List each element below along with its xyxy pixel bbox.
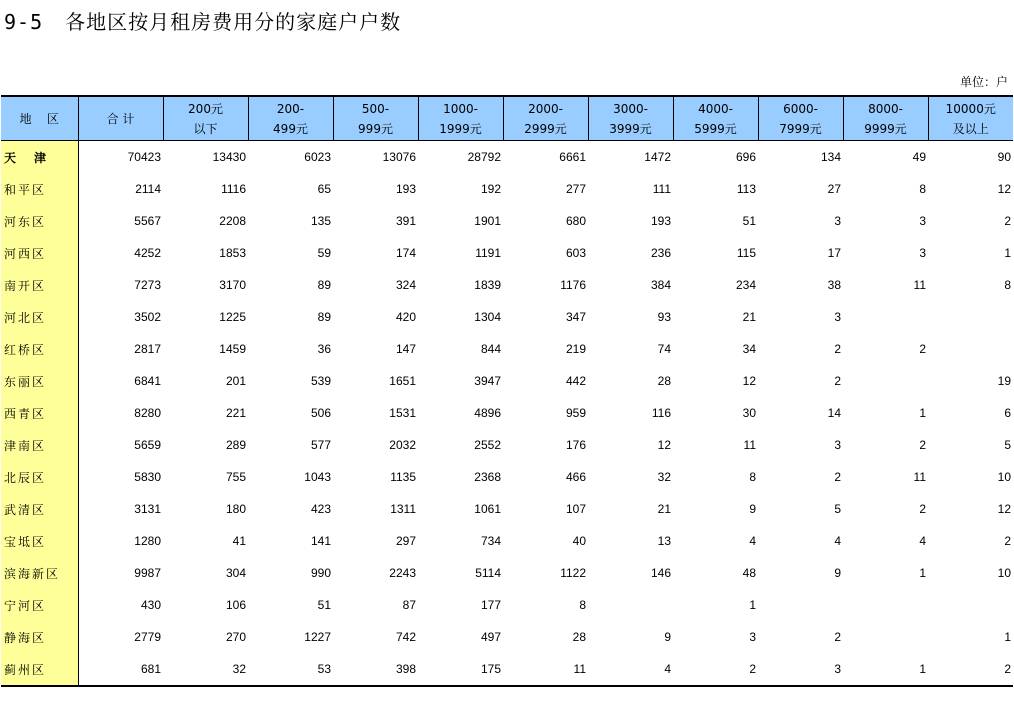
column-header <box>333 96 418 141</box>
value-cell: 13076 <box>382 150 416 164</box>
value-cell <box>843 621 928 653</box>
value-cell: 1304 <box>474 310 501 324</box>
value-cell: 3502 <box>134 310 161 324</box>
value-cell: 1651 <box>389 374 416 388</box>
region-cell: 静海区 <box>1 621 78 653</box>
value-cell: 89 <box>317 310 331 324</box>
value-cell: 51 <box>317 598 331 612</box>
value-cell: 8280 <box>134 406 161 420</box>
table-row <box>1 333 1013 365</box>
value-cell: 3 <box>834 310 841 324</box>
value-cell: 90 <box>997 150 1011 164</box>
value-cell <box>843 589 928 621</box>
table-row <box>1 173 1013 205</box>
column-header-line2: 9999元 <box>864 121 907 136</box>
column-header-line1: 2000- <box>528 101 563 116</box>
column-header-line2: 1999元 <box>439 121 482 136</box>
value-cell: 107 <box>565 502 586 516</box>
value-cell: 1 <box>843 653 928 686</box>
column-header-line2: 2999元 <box>524 121 567 136</box>
region-cell: 滨海新区 <box>1 557 78 589</box>
value-cell: 5659 <box>134 438 161 452</box>
value-cell: 4 <box>749 534 756 548</box>
value-cell: 347 <box>565 310 586 324</box>
column-header-line2: 及以上 <box>952 121 989 136</box>
value-cell <box>588 589 673 621</box>
value-cell: 12 <box>997 182 1011 196</box>
region-cell: 河北区 <box>1 301 78 333</box>
value-cell: 135 <box>310 214 331 228</box>
region-cell: 津南区 <box>1 429 78 461</box>
value-cell: 1122 <box>560 566 586 580</box>
value-cell: 221 <box>225 406 246 420</box>
value-cell: 577 <box>310 438 331 452</box>
value-cell: 990 <box>310 566 331 580</box>
column-header <box>928 96 1013 141</box>
column-header-line1: 8000- <box>868 101 903 116</box>
column-header <box>588 96 673 141</box>
value-cell: 1 <box>1004 246 1011 260</box>
value-cell: 2114 <box>135 182 161 196</box>
value-cell: 111 <box>652 182 671 196</box>
value-cell: 113 <box>736 182 756 196</box>
table-row <box>1 141 1013 174</box>
table-row <box>1 237 1013 269</box>
value-cell: 398 <box>333 653 418 686</box>
column-header-line1: 6000- <box>783 101 818 116</box>
value-cell: 14 <box>827 406 841 420</box>
table-row <box>1 493 1013 525</box>
value-cell: 2032 <box>389 438 416 452</box>
value-cell: 734 <box>480 534 501 548</box>
column-header-line1: 200元 <box>188 101 223 116</box>
value-cell: 1 <box>919 406 926 420</box>
value-cell: 6023 <box>304 150 331 164</box>
value-cell: 234 <box>735 278 756 292</box>
region-cell: 天津 <box>1 141 78 174</box>
value-cell: 1 <box>749 598 756 612</box>
value-cell: 1839 <box>474 278 501 292</box>
value-cell: 8 <box>749 470 756 484</box>
value-cell: 1061 <box>474 502 501 516</box>
value-cell: 10 <box>997 566 1011 580</box>
value-cell: 289 <box>225 438 246 452</box>
value-cell: 21 <box>657 502 671 516</box>
value-cell: 51 <box>742 214 756 228</box>
value-cell <box>928 589 1013 621</box>
region-cell: 河东区 <box>1 205 78 237</box>
value-cell <box>928 333 1013 365</box>
region-cell: 北辰区 <box>1 461 78 493</box>
value-cell: 48 <box>742 566 756 580</box>
value-cell: 201 <box>225 374 246 388</box>
value-cell: 36 <box>317 342 331 356</box>
value-cell: 9 <box>834 566 841 580</box>
value-cell: 3 <box>919 214 926 228</box>
value-cell: 391 <box>395 214 416 228</box>
value-cell: 93 <box>657 310 671 324</box>
column-header <box>503 96 588 141</box>
value-cell: 28 <box>657 374 671 388</box>
value-cell: 13430 <box>212 150 246 164</box>
value-cell: 681 <box>78 653 163 686</box>
value-cell: 2817 <box>134 342 161 356</box>
value-cell: 141 <box>310 534 331 548</box>
value-cell: 236 <box>650 246 671 260</box>
value-cell: 176 <box>565 438 586 452</box>
region-cell: 西青区 <box>1 397 78 429</box>
value-cell: 32 <box>163 653 248 686</box>
value-cell: 696 <box>735 150 756 164</box>
column-header <box>78 96 163 141</box>
value-cell: 1531 <box>389 406 416 420</box>
header-row <box>1 96 1013 141</box>
value-cell: 2368 <box>474 470 501 484</box>
value-cell: 270 <box>225 630 246 644</box>
value-cell: 1176 <box>560 278 586 292</box>
value-cell: 2243 <box>389 566 416 580</box>
value-cell: 32 <box>657 470 671 484</box>
value-cell: 2 <box>919 502 926 516</box>
value-cell: 5 <box>834 502 841 516</box>
value-cell: 4896 <box>474 406 501 420</box>
value-cell: 5830 <box>134 470 161 484</box>
value-cell: 304 <box>225 566 246 580</box>
value-cell: 1227 <box>304 630 331 644</box>
table-body <box>1 141 1013 687</box>
value-cell: 466 <box>565 470 586 484</box>
table-row <box>1 461 1013 493</box>
region-cell: 蓟州区 <box>1 653 78 686</box>
value-cell: 17 <box>827 246 841 260</box>
value-cell: 11 <box>503 653 588 686</box>
value-cell: 420 <box>395 310 416 324</box>
value-cell: 4 <box>919 534 926 548</box>
value-cell: 1459 <box>219 342 246 356</box>
value-cell: 175 <box>418 653 503 686</box>
value-cell: 5114 <box>475 566 501 580</box>
value-cell: 34 <box>742 342 756 356</box>
value-cell: 7273 <box>134 278 161 292</box>
region-cell: 红桥区 <box>1 333 78 365</box>
value-cell: 3947 <box>474 374 501 388</box>
value-cell: 12 <box>742 374 756 388</box>
column-header-line1: 合 计 <box>106 111 135 126</box>
table-row <box>1 429 1013 461</box>
value-cell: 539 <box>310 374 331 388</box>
value-cell: 12 <box>997 502 1011 516</box>
value-cell: 497 <box>480 630 501 644</box>
data-table <box>1 95 1013 687</box>
column-header-line1: 1000- <box>443 101 478 116</box>
value-cell: 21 <box>742 310 756 324</box>
table-row <box>1 621 1013 653</box>
column-header <box>1 96 78 141</box>
value-cell: 2208 <box>219 214 246 228</box>
table-row <box>1 589 1013 621</box>
value-cell: 2 <box>834 374 841 388</box>
value-cell: 442 <box>565 374 586 388</box>
value-cell: 12 <box>657 438 671 452</box>
value-cell: 3 <box>919 246 926 260</box>
value-cell: 3 <box>834 214 841 228</box>
region-cell: 宁河区 <box>1 589 78 621</box>
value-cell: 430 <box>140 598 161 612</box>
column-header-line1: 4000- <box>698 101 733 116</box>
value-cell: 180 <box>225 502 246 516</box>
value-cell: 1191 <box>475 246 501 260</box>
table-row <box>1 397 1013 429</box>
value-cell: 2 <box>834 630 841 644</box>
value-cell <box>928 301 1013 333</box>
value-cell: 28792 <box>467 150 501 164</box>
unit-label: 单位：户 <box>959 75 1008 89</box>
value-cell: 3 <box>749 630 756 644</box>
value-cell: 2779 <box>134 630 161 644</box>
table-row <box>1 365 1013 397</box>
value-cell: 116 <box>651 406 671 420</box>
value-cell: 1853 <box>219 246 246 260</box>
value-cell: 755 <box>225 470 246 484</box>
value-cell: 1135 <box>390 470 416 484</box>
value-cell: 10 <box>997 470 1011 484</box>
value-cell: 423 <box>310 502 331 516</box>
value-cell: 27 <box>827 182 841 196</box>
column-header <box>248 96 333 141</box>
value-cell: 11 <box>743 438 756 452</box>
value-cell: 3131 <box>134 502 161 516</box>
region-cell: 和平区 <box>1 173 78 205</box>
value-cell: 1280 <box>134 534 161 548</box>
value-cell: 2 <box>834 470 841 484</box>
column-header-line2: 999元 <box>358 121 393 136</box>
column-header <box>163 96 248 141</box>
table-number: 9-5 <box>4 10 44 34</box>
value-cell: 219 <box>565 342 586 356</box>
value-cell: 506 <box>310 406 331 420</box>
value-cell: 8 <box>1004 278 1011 292</box>
table-row <box>1 205 1013 237</box>
value-cell: 742 <box>395 630 416 644</box>
table-row <box>1 525 1013 557</box>
value-cell: 106 <box>225 598 246 612</box>
value-cell: 2 <box>1004 534 1011 548</box>
value-cell: 8 <box>919 182 926 196</box>
value-cell: 30 <box>742 406 756 420</box>
value-cell: 134 <box>820 150 841 164</box>
value-cell: 40 <box>572 534 586 548</box>
value-cell: 680 <box>565 214 586 228</box>
value-cell: 2 <box>673 653 758 686</box>
value-cell: 324 <box>395 278 416 292</box>
region-cell: 武清区 <box>1 493 78 525</box>
column-header <box>758 96 843 141</box>
value-cell: 277 <box>565 182 586 196</box>
value-cell: 959 <box>565 406 586 420</box>
value-cell: 2 <box>919 342 926 356</box>
column-header-line2: 以下 <box>193 121 218 136</box>
value-cell: 89 <box>317 278 331 292</box>
value-cell: 11 <box>913 470 926 484</box>
value-cell: 59 <box>317 246 331 260</box>
value-cell: 4252 <box>134 246 161 260</box>
column-header-line2: 499元 <box>273 121 308 136</box>
value-cell: 74 <box>657 342 671 356</box>
value-cell: 8 <box>579 598 586 612</box>
value-cell: 297 <box>395 534 416 548</box>
value-cell: 1 <box>919 566 926 580</box>
value-cell: 4 <box>588 653 673 686</box>
value-cell: 6 <box>1004 406 1011 420</box>
value-cell: 1472 <box>644 150 671 164</box>
value-cell: 1311 <box>390 502 416 516</box>
value-cell: 6841 <box>134 374 161 388</box>
value-cell: 115 <box>736 246 756 260</box>
value-cell <box>758 589 843 621</box>
value-cell: 53 <box>248 653 333 686</box>
column-header-line1: 10000元 <box>945 101 996 116</box>
column-header <box>673 96 758 141</box>
column-header-line2: 7999元 <box>779 121 822 136</box>
value-cell: 11 <box>913 278 926 292</box>
value-cell: 384 <box>650 278 671 292</box>
column-header <box>418 96 503 141</box>
value-cell: 41 <box>232 534 246 548</box>
region-cell: 南开区 <box>1 269 78 301</box>
column-header-line1: 500- <box>361 101 390 116</box>
value-cell: 9 <box>664 630 671 644</box>
value-cell: 5567 <box>134 214 161 228</box>
table-row <box>1 557 1013 589</box>
value-cell: 1225 <box>219 310 246 324</box>
value-cell: 2 <box>1004 214 1011 228</box>
column-header <box>843 96 928 141</box>
region-cell: 河西区 <box>1 237 78 269</box>
value-cell: 38 <box>827 278 841 292</box>
value-cell: 3 <box>834 438 841 452</box>
value-cell: 87 <box>402 598 416 612</box>
column-header-line1: 地 区 <box>19 111 59 126</box>
value-cell: 147 <box>395 342 416 356</box>
value-cell: 6661 <box>559 150 586 164</box>
value-cell: 1043 <box>304 470 331 484</box>
value-cell: 9 <box>749 502 756 516</box>
value-cell: 146 <box>650 566 671 580</box>
value-cell: 2 <box>834 342 841 356</box>
region-cell: 宝坻区 <box>1 525 78 557</box>
value-cell: 2 <box>928 653 1013 686</box>
value-cell: 13 <box>657 534 671 548</box>
column-header-line2: 3999元 <box>609 121 652 136</box>
value-cell: 9987 <box>134 566 161 580</box>
value-cell: 844 <box>480 342 501 356</box>
value-cell: 65 <box>317 182 331 196</box>
value-cell: 193 <box>395 182 416 196</box>
region-cell: 东丽区 <box>1 365 78 397</box>
value-cell: 177 <box>480 598 501 612</box>
value-cell: 70423 <box>127 150 161 164</box>
column-header-line1: 3000- <box>613 101 648 116</box>
value-cell: 3170 <box>219 278 246 292</box>
value-cell: 603 <box>565 246 586 260</box>
value-cell: 1116 <box>221 182 246 196</box>
table-row <box>1 301 1013 333</box>
value-cell: 1901 <box>474 214 501 228</box>
value-cell <box>843 365 928 397</box>
value-cell: 49 <box>912 150 926 164</box>
value-cell: 5 <box>1004 438 1011 452</box>
table-row <box>1 653 1013 686</box>
column-header-line2: 5999元 <box>694 121 737 136</box>
column-header-line1: 200- <box>276 101 305 116</box>
value-cell: 2 <box>919 438 926 452</box>
table-title: 各地区按月租房费用分的家庭户户数 <box>65 10 402 34</box>
value-cell: 2552 <box>474 438 501 452</box>
value-cell: 192 <box>480 182 501 196</box>
value-cell: 193 <box>650 214 671 228</box>
value-cell: 174 <box>395 246 416 260</box>
value-cell: 4 <box>834 534 841 548</box>
value-cell <box>843 301 928 333</box>
value-cell: 28 <box>572 630 586 644</box>
value-cell: 1 <box>1004 630 1011 644</box>
table-row <box>1 269 1013 301</box>
page-title <box>4 6 401 35</box>
value-cell: 3 <box>758 653 843 686</box>
value-cell: 19 <box>997 374 1011 388</box>
